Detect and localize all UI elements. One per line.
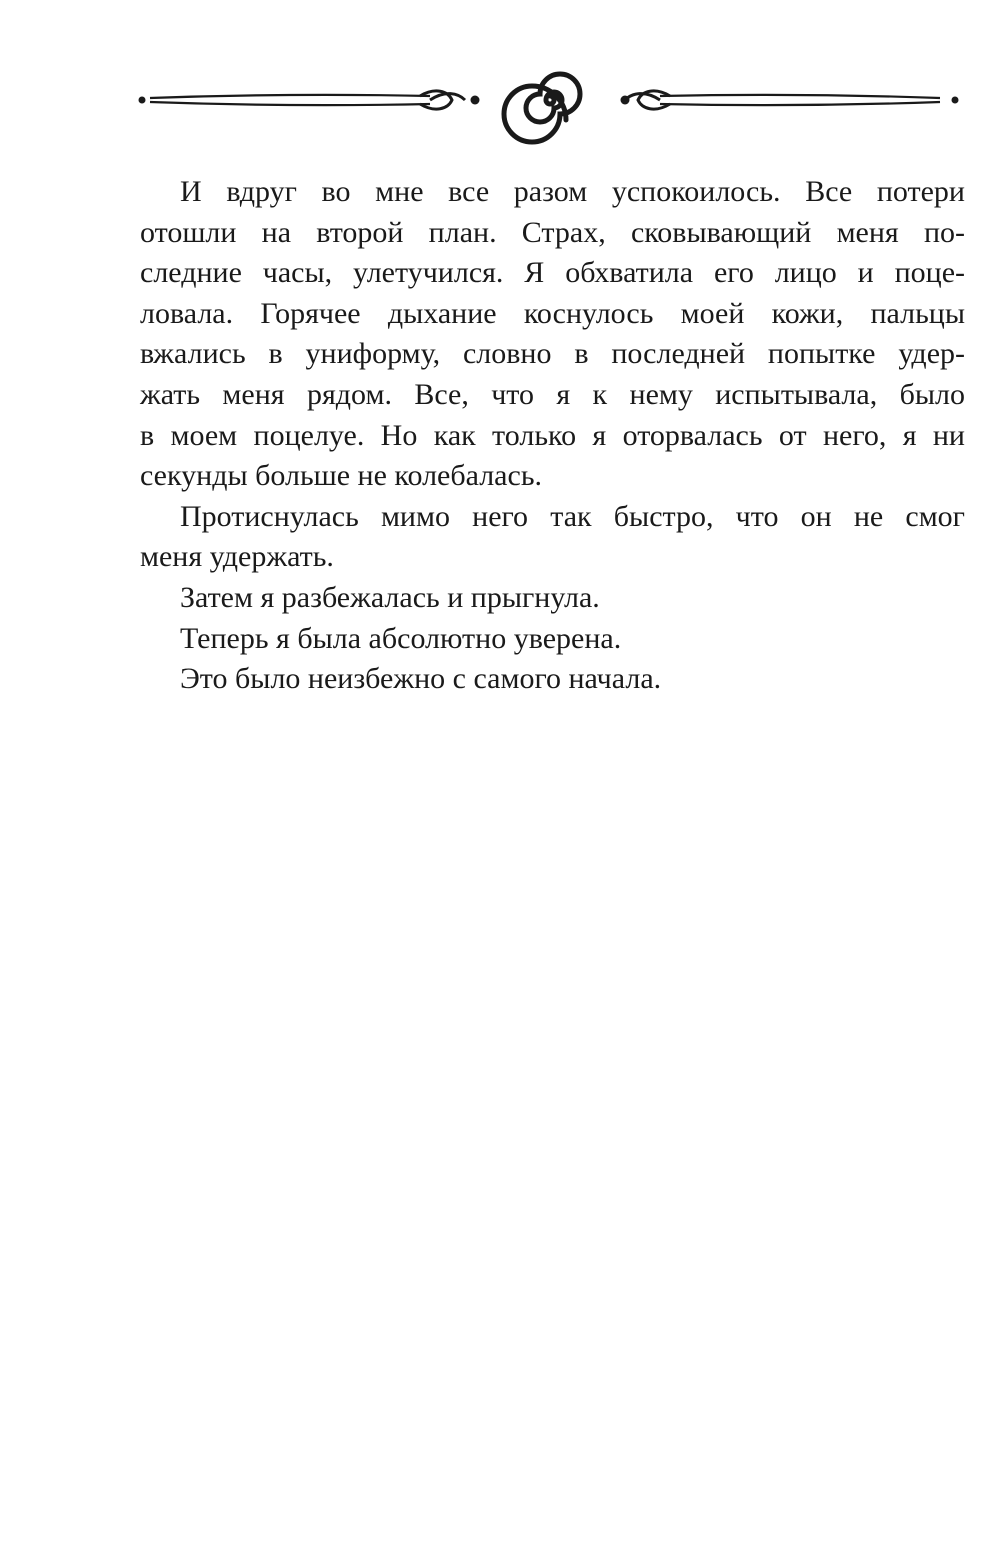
text-line: Затем я разбежалась и прыгнула. [180,580,600,614]
text-line: ловала. Горячее дыхание коснулось моей кожи, пальцы [140,296,965,330]
body-text [140,172,965,700]
text-line: меня удержать. [140,540,334,574]
text-line: И вдруг во мне все разом успокоилось. Все потери [180,175,965,208]
spiral-divider-icon [130,55,970,155]
text-line: в моем поцелуе. Но как только я оторвалась от него, я ни [140,418,965,452]
paragraph-4 [140,619,965,660]
paragraph-3 [140,578,965,619]
paragraph-5 [140,659,965,700]
text-line: следние часы, улетучился. Я обхватила его лицо и поце- [140,256,965,290]
text-line: отошли на второй план. Страх, сковывающий меня по- [140,215,965,249]
paragraph-2 [140,497,965,578]
text-line: Это было неизбежно с самого начала. [180,662,662,696]
text-line: вжались в униформу, словно в последней попытке удер- [140,337,965,371]
text-line: секунды больше не колебалась. [140,459,542,493]
chapter-ornament [130,55,970,155]
paragraph-1 [140,172,965,497]
text-line: Теперь я была абсолютно уверена. [180,621,622,655]
text-line: жать меня рядом. Все, что я к нему испытывала, было [140,377,965,411]
text-line: Протиснулась мимо него так быстро, что он не смог [180,499,965,533]
